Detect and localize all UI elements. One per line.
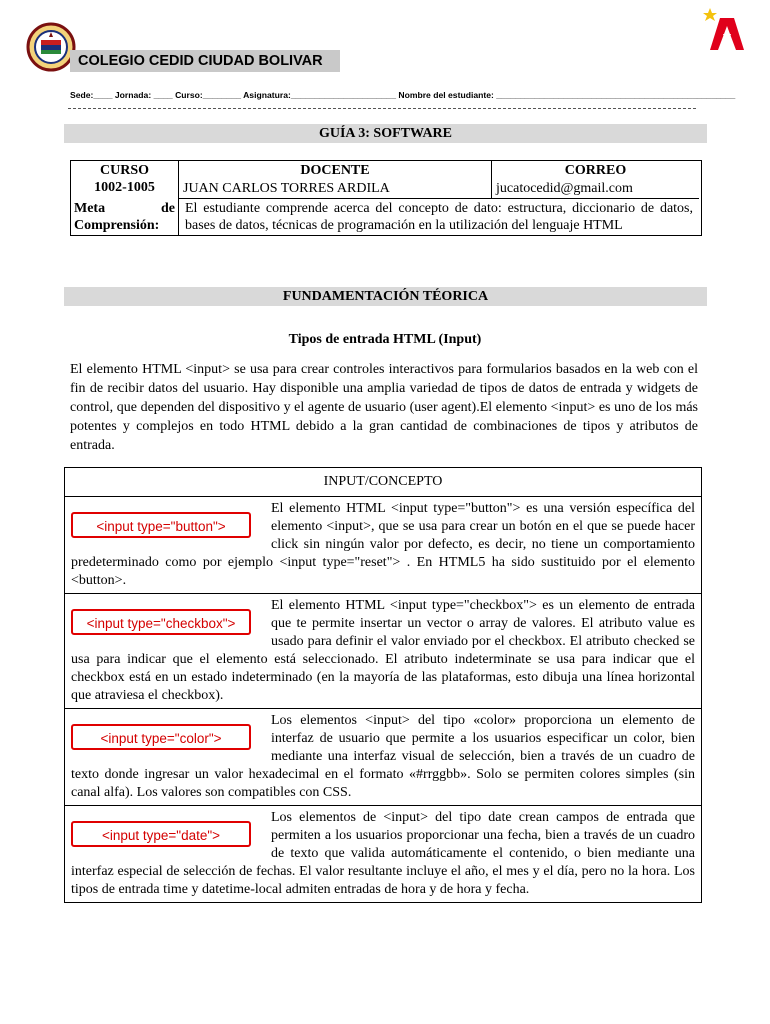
input-color-label: <input type="color">: [71, 724, 251, 750]
section-title: FUNDAMENTACIÓN TÉORICA: [64, 287, 707, 306]
input-button-label: <input type="button">: [71, 512, 251, 538]
meta-label-comprension: Comprensión:: [74, 218, 160, 233]
meta-label-de: de: [161, 201, 175, 216]
info-table: [70, 160, 702, 236]
concept-text: Los elementos de <input> del tipo date crean campos de entrada que permiten a los usuarios proporcionar una fecha, bien a través de un cuadro de texto que valida automáticamente el contenido, o bien mediante una interfaz especial de selección de fechas. El valor resultante incluye el año, el mes y el día, pero no la hora. Los tipos de entrada time y datetime-local admiten entradas de hora y de hora y fecha.: [71, 810, 695, 897]
header-email: CORREO: [564, 163, 627, 178]
guide-title: GUÍA 3: SOFTWARE: [64, 124, 707, 143]
concept-entry-button: [65, 497, 701, 594]
district-logo: [700, 4, 748, 52]
divider: [68, 108, 696, 109]
input-date-label: <input type="date">: [71, 821, 251, 847]
header-teacher: DOCENTE: [300, 163, 370, 178]
concept-entry-color: [65, 709, 701, 806]
intro-paragraph: El elemento HTML <input> se usa para crear controles interactivos para formularios basados en la web con el fin de recibir datos del usuario. Hay disponible una amplia variedad de tipos de datos de entrada y widgets de control, que dependen del dispositivo y el agente de usuario (user agent).El elemento <input> es uno de los más potentes y complejos en todo HTML debido a la gran cantidad de combinaciones de tipos y atributos de entrada.: [70, 362, 698, 453]
concepts-table: [64, 467, 702, 903]
concept-text: El elemento HTML <input type="checkbox"> es un elemento de entrada que te permite insertar un vector o array de valores. El atributo value es usado para definir el valor enviado por el checkbox. El atributo checked se usa para indicar que el elemento está seleccionado. El atributo indeterminate se usa para indicar que el checkbox está en un estado indeterminado (en la mayoría de las plataformas, esto dibuja una línea horizontal que atraviesa el checkbox).: [71, 598, 695, 703]
header-course: CURSO: [99, 163, 149, 178]
concepts-header: INPUT/CONCEPTO: [65, 468, 701, 497]
email-value: jucatocedid@gmail.com: [496, 181, 633, 196]
school-name-bar: COLEGIO CEDID CIUDAD BOLIVAR: [70, 50, 340, 72]
concept-entry-checkbox: [65, 594, 701, 709]
meta-text: El estudiante comprende acerca del concepto de dato: estructura, diccionario de datos, bases de datos, técnicas de programación en la utilización del lenguaje HTML: [185, 201, 693, 233]
concept-text: El elemento HTML <input type="button"> es una versión específica del elemento <input>, que se usa para crear un botón en el que se puede hacer click sin ningún valor por defecto, es decir, no tiene un comportamiento predeterminado como por ejemplo <input type="reset"> . En HTML5 ha sido sustituido por el elemento <button>.: [71, 501, 695, 588]
course-value: 1002-1005: [94, 180, 155, 195]
school-seal-logo: [26, 22, 76, 72]
concept-entry-date: [65, 806, 701, 902]
student-fields-line: Sede:____ Jornada: ____ Curso:________ Asignatura:______________________ Nombre del estudiante: __________________________________________________: [70, 90, 736, 100]
meta-label: [71, 199, 179, 235]
subtitle: Tipos de entrada HTML (Input): [288, 332, 482, 347]
teacher-value: JUAN CARLOS TORRES ARDILA: [183, 181, 390, 196]
input-checkbox-label: <input type="checkbox">: [71, 609, 251, 635]
meta-label-word: Meta: [74, 201, 106, 216]
concept-text: Los elementos <input> del tipo «color» proporciona un elemento de interfaz de usuario que permite a los usuarios especificar un color, bien mediante una interfaz visual de selección, bien a través de un cuadro de texto donde ingresar un valor hexadecimal en el formato «#rrggbb». Solo se permiten colores simples (sin canal alfa). Los valores son compatibles con CSS.: [71, 713, 695, 800]
